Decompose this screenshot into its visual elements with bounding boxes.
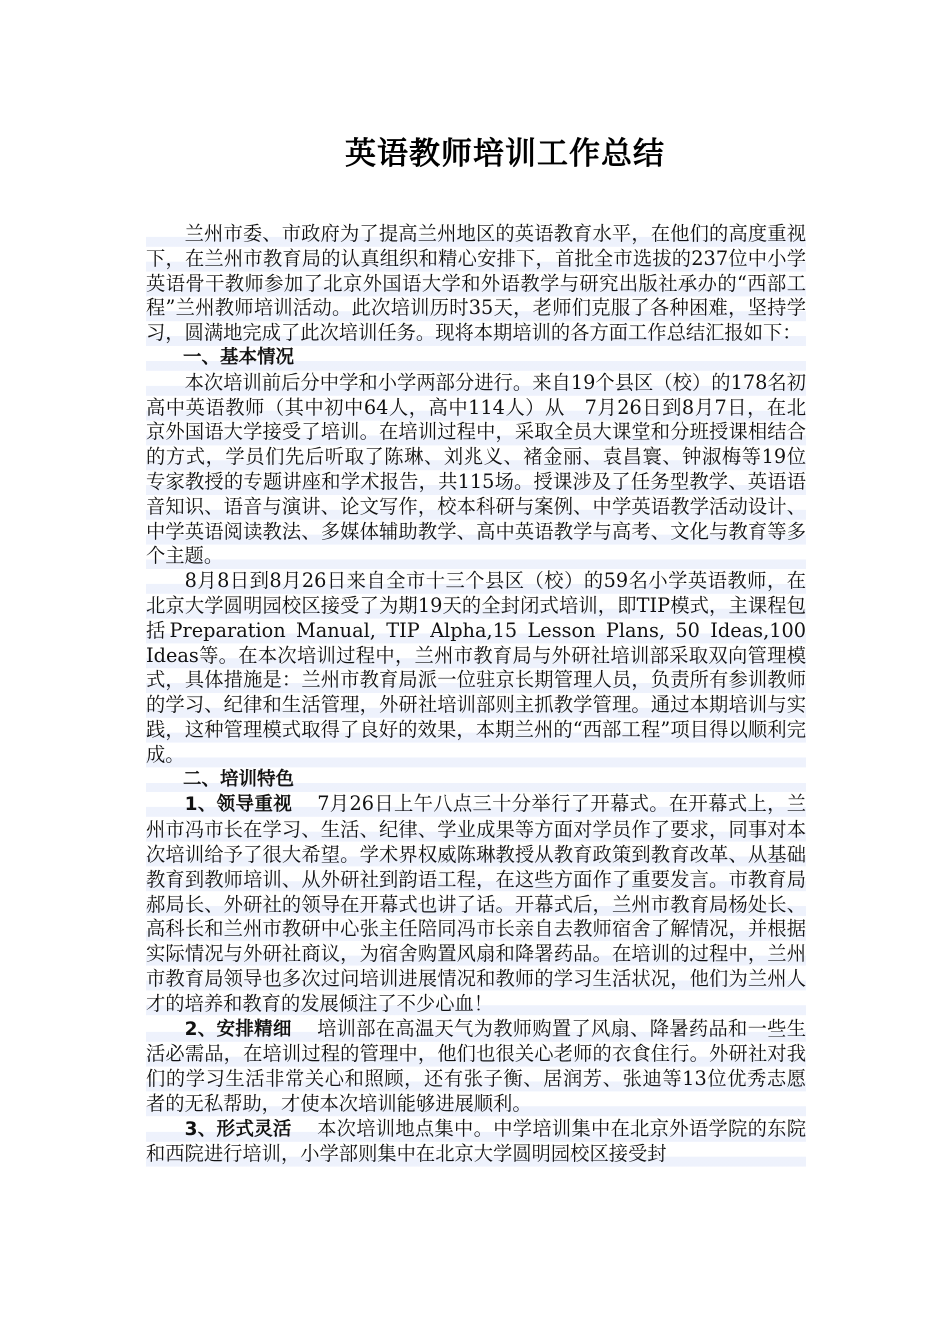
feature-item-2-text: 培训部在高温天气为教师购置了风扇、降暑药品和一些生活必需品，在培训过程的管理中，他们也很关心老师的衣食住行。外研社对我们的学习生活非常关心和照顾，还有张子衡、居润芳、张迪等13位优秀志愿者的无私帮助，才使本次培训能够进展顺利。 (146, 1016, 807, 1115)
feature-item-2 (146, 1017, 806, 1117)
feature-item-2-lead: 2、安排精细 (184, 1018, 292, 1040)
document-body (146, 222, 806, 1167)
intro-paragraph: 兰州市委、市政府为了提高兰州地区的英语教育水平，在他们的高度重视下，在兰州市教育局的认真组织和精心安排下，首批全市选拔的237位中小学英语骨干教师参加了北京外国语大学和外语教学与研究出版社承办的“西部工程”兰州教师培训活动。此次培训历时35天，老师们克服了各种困难，坚持学习，圆满地完成了此次培训任务。现将本期培训的各方面工作总结汇报如下： (146, 222, 806, 345)
feature-item-1 (146, 792, 806, 1016)
feature-item-3-text: 本次培训地点集中。中学培训集中在北京外语学院的东院和西院进行培训，小学部则集中在北京大学圆明园校区接受封 (146, 1116, 807, 1166)
section1-paragraph-2: 8月8日到8月26日来自全市十三个县区（校）的59名小学英语教师，在北京大学圆明园校区接受了为期19天的全封闭式培训，即TIP模式，主课程包括Preparation Manual, TIP Alpha,15 Lesson Plans, 50 Ideas,100 Ideas等。在本次培训过程中，兰州市教育局与外研社培训部采取双向管理模式，具体措施是：兰州市教育局派一位驻京长期管理人员，负责所有参训教师的学习、纪律和生活管理，外研社培训部则主抓教学管理。通过本期培训与实践，这种管理模式取得了良好的效果，本期兰州的“西部工程”项目得以顺利完成。 (146, 569, 806, 766)
feature-item-3-lead: 3、形式灵活 (184, 1118, 292, 1140)
feature-item-1-text: 7月26日上午八点三十分举行了开幕式。在开幕式上，兰州市冯市长在学习、生活、纪律、学业成果等方面对学员作了要求，同事对本次培训给予了很大希望。学术界权威陈琳教授从教育政策到教育改革、从基础教育到教师培训、从外研社到韵语工程，在这些方面作了重要发言。市教育局郝局长、外研社的领导在开幕式也讲了话。开幕式后，兰州市教育局杨处长、高科长和兰州市教研中心张主任陪同冯市长亲自去教师宿舍了解情况，并根据实际情况与外研社商议，为宿舍购置风扇和降署药品。在培训的过程中，兰州市教育局领导也多次过问培训进展情况和教师的学习生活状况，他们为兰州人才的培养和教育的发展倾注了不少心血！ (146, 792, 806, 1015)
section1-paragraph-1: 本次培训前后分中学和小学两部分进行。来自19个县区（校）的178名初高中英语教师（其中初中64人，高中114人）从 7月26日到8月7日，在北京外国语大学接受了培训。在培训过程中，采取全员大课堂和分班授课相结合的方式，学员们先后听取了陈琳、刘兆义、褚金丽、袁昌寰、钟淑梅等19位专家教授的专题讲座和学术报告，共115场。授课涉及了任务型教学、英语语音知识、语音与演讲、论文写作，校本科研与案例、中学英语教学活动设计、中学英语阅读教法、多媒体辅助教学、高中英语教学与高考、文化与教育等多个主题。 (146, 370, 806, 568)
section-heading-basic-info: 一、基本情况 (146, 346, 806, 371)
feature-item-1-lead: 1、领导重视 (184, 794, 293, 816)
feature-item-3 (146, 1117, 806, 1168)
section-heading-features: 二、培训特色 (146, 768, 806, 793)
document-title: 英语教师培训工作总结 (345, 136, 665, 172)
